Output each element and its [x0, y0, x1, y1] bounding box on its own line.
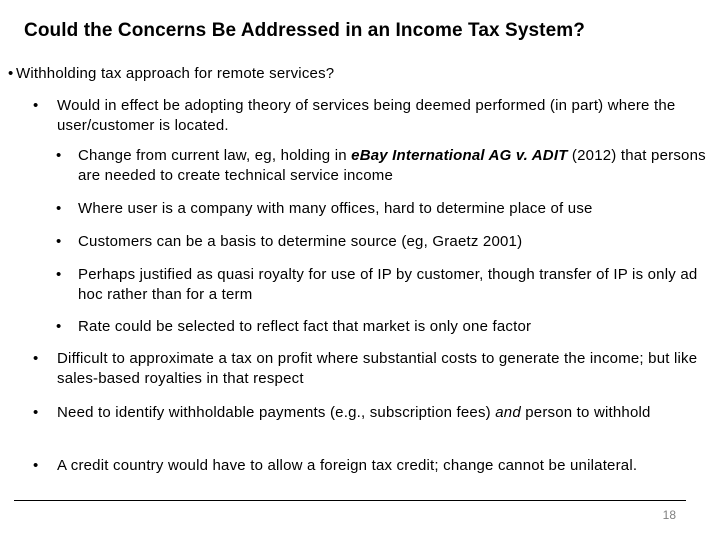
bullet-text	[33, 403, 703, 423]
bullet-marker: •	[33, 404, 39, 421]
bullet-marker: •	[56, 147, 62, 164]
bullet-marker: •	[33, 97, 39, 114]
bullet-marker: •	[8, 65, 14, 82]
bullet-text: Withholding tax approach for remote services?	[16, 65, 335, 82]
bullet-withholding-tax	[8, 64, 708, 84]
bullet-approximate-profit	[33, 349, 703, 389]
bullet-marker: •	[56, 233, 62, 250]
bullet-deemed-performed	[33, 96, 703, 136]
text-segment: Need to identify withholdable payments (e.g., subscription fees)	[57, 404, 496, 421]
bullet-marker: •	[56, 318, 62, 335]
bullet-text: Perhaps justified as quasi royalty for use of IP by customer, though transfer of IP is only ad hoc rather than for a term	[78, 266, 698, 303]
bullet-marker: •	[33, 457, 39, 474]
bullet-change-current-law	[56, 146, 706, 186]
slide-title: Could the Concerns Be Addressed in an Income Tax System?	[24, 20, 585, 41]
bullet-rate-selection	[56, 317, 706, 337]
text-segment: (2012) that persons are needed to create technical service income	[78, 147, 706, 184]
footer-divider	[14, 500, 686, 501]
case-name: eBay International AG v. ADIT	[351, 147, 568, 164]
text-segment: person to withhold	[520, 404, 651, 421]
bullet-text: Customers can be a basis to determine source (eg, Graetz 2001)	[78, 233, 523, 250]
page-number: 18	[662, 508, 676, 522]
bullet-marker: •	[56, 200, 62, 217]
bullet-customers-basis	[56, 232, 706, 252]
bullet-quasi-royalty	[56, 265, 706, 305]
bullet-text: Rate could be selected to reflect fact that market is only one factor	[78, 318, 532, 335]
bullet-text	[56, 146, 706, 186]
bullet-marker: •	[56, 266, 62, 283]
bullet-text: A credit country would have to allow a foreign tax credit; change cannot be unilateral.	[57, 457, 638, 474]
bullet-withholdable-payments	[33, 403, 703, 423]
emphasis-text: and	[495, 404, 521, 421]
bullet-many-offices	[56, 199, 706, 219]
bullet-foreign-tax-credit	[33, 456, 703, 476]
text-segment: Change from current law, eg, holding in	[78, 147, 352, 164]
bullet-text: Difficult to approximate a tax on profit where substantial costs to generate the income; but like sales-based royalties in that respect	[57, 350, 698, 387]
bullet-text: Where user is a company with many offices, hard to determine place of use	[78, 200, 593, 217]
bullet-marker: •	[33, 350, 39, 367]
bullet-text: Would in effect be adopting theory of services being deemed performed (in part) where the user/customer is located.	[57, 97, 676, 134]
